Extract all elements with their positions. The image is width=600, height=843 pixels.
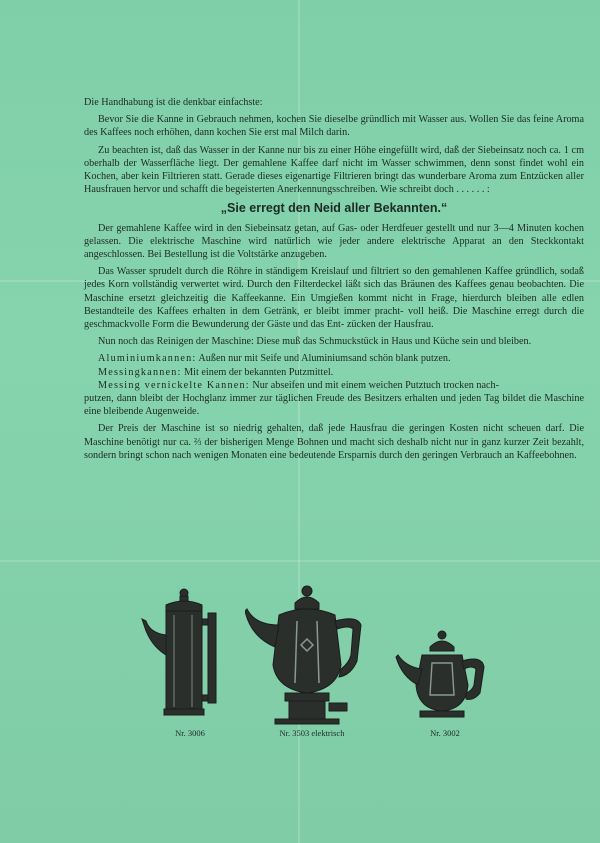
caption-3006: Nr. 3006 [175,728,205,738]
paragraph: Der Preis der Maschine ist so niedrig gehalten, daß jede Hausfrau die geringen Kosten nicht scheuen darf. Die Maschine benötigt nur ca. ⅔ der bisherigen Menge Bohnen und macht sich deshalb nicht nur in ganz kurzer Zeit bezahlt, sondern bringt schon nach wenigen Monaten eine bedeutende Ersparnis durch den geringen Verbrauch an Kaffeebohnen. [84,423,584,461]
coffee-pot-3006-illustration [140,585,240,725]
cleaning-label: Aluminiumkannen: [98,353,197,365]
caption-3002: Nr. 3002 [430,728,460,738]
paragraph: Bevor Sie die Kanne in Gebrauch nehmen, kochen Sie dieselbe gründlich mit Wasser aus. Wollen Sie das feine Aroma des Kaffees noch erhöhen, dann kochen Sie erst mal Milch darin. [84,114,584,139]
headline: „Sie erregt den Neid aller Bekannten.“ [220,201,448,216]
cleaning-aluminium: Aluminiumkannen: Außen nur mit Seife und Aluminiumsand schön blank putzen. [98,353,451,365]
paragraph: putzen, dann bleibt der Hochglanz immer zur täglichen Freude des Besitzers erhalten und jeden Tag bildet die Maschine eine bleibende Augenweide. [84,393,584,418]
paper-fold [0,560,600,562]
cleaning-label: Messing vernickelte Kannen: [98,379,250,391]
cleaning-label: Messingkannen: [98,366,182,378]
cleaning-brass: Messingkannen: Mit einem der bekannten Putzmittel. [98,366,334,378]
intro-line: Die Handhabung ist die denkbar einfachste: [84,97,263,108]
document-body [84,96,584,466]
coffee-pot-3002-illustration [392,585,498,725]
paragraph: Der gemahlene Kaffee wird in den Siebeinsatz getan, auf Gas- oder Herdfeuer gestellt und nur 3—4 Minuten kochen gelassen. Die elektrische Maschine wird natürlich wie jeder andere elektrische Apparat an den Steckkontakt angeschlossen. Bei Bestellung ist die Voltstärke anzugeben. [84,222,584,261]
coffee-pot-3503-illustration [245,585,375,725]
cleaning-nickel: Messing vernickelte Kannen: Nur abseifen und mit einem weichen Putztuch trocken nach- [98,379,500,391]
paragraph: Nun noch das Reinigen der Maschine: Diese muß das Schmuckstück in Haus und Küche sein und bleiben. [98,336,532,348]
caption-3503: Nr. 3503 elektrisch [279,728,345,738]
paragraph: Zu beachten ist, daß das Wasser in der Kanne nur bis zu einer Höhe eingefüllt wird, daß der Siebeinsatz noch ca. 1 cm oberhalb der Wasserfläche liegt. Der gemahlene Kaffee darf nicht im Wasser schwimmen, denn sonst findet wohl ein Kochen, aber kein Filtrieren statt. Gerade dieses eigenartige Filtrieren bringt das wunderbare Aroma zum Entzücken aller Hausfrauen hervor und schafft die begeisterten Anerkennungsschreiben. Wie schreibt doch . . . . . . : [84,144,584,196]
paragraph: Das Wasser sprudelt durch die Röhre in ständigem Kreislauf und filtriert so den gemahlenen Kaffee gründlich, sodaß jedes Korn vollständig verwertet wird. Durch den Filterdeckel läßt sich das Bräunen des Kaffees genau beobachten. Die Maschine ersetzt gleichzeitig die Kaffeekanne. Ein Umgießen kommt nicht in Frage, hierdurch bleiben alle edlen Bestandteile des Kaffees erhalten in dem Getränk, er bleibt immer pracht- voll heiß. Die Maschine erregt durch die geschmackvolle Form die Bewunderung der Gäste und das Ent- zücken der Hausfrau. [84,266,584,331]
